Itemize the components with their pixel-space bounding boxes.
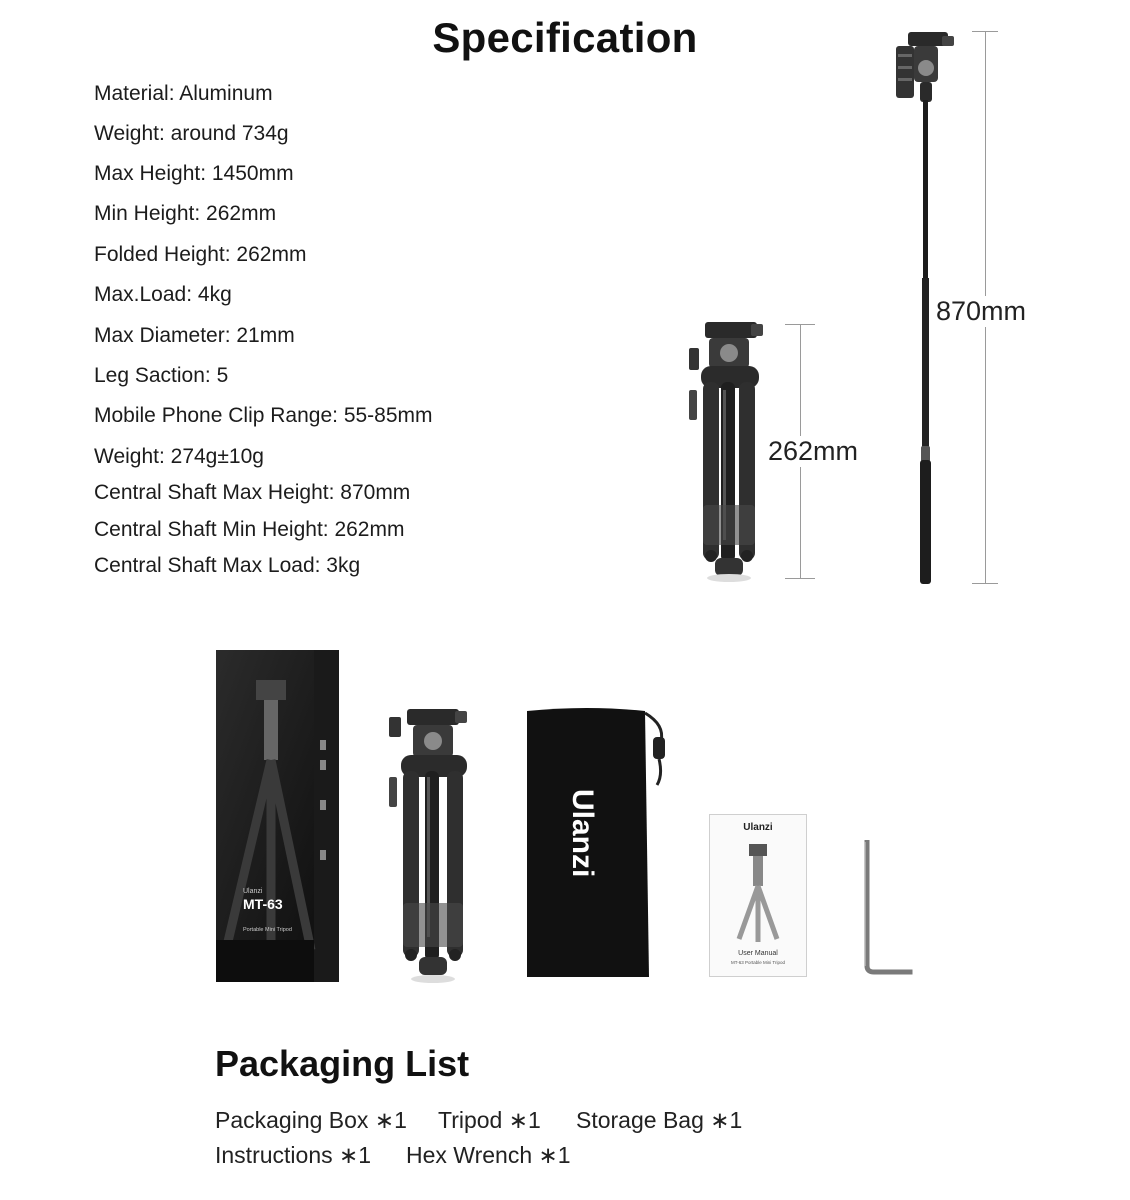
manual-title: User Manual [738,950,778,957]
page-title: Specification [432,14,698,61]
folded-dimension-tick-top [785,324,815,325]
packaging-item-instructions: Instructions ∗1 [215,1142,372,1168]
spec-leg-section: Leg Saction: 5 [94,364,229,387]
shaft-height-label: 870mm [936,296,1027,326]
spec-max-diameter: Max Diameter: 21mm [94,324,295,347]
spec-shaft-min-height: Central Shaft Min Height: 262mm [94,518,405,541]
spec-weight: Weight: around 734g [94,122,289,145]
box-model: MT-63 [243,896,283,912]
packaging-list-title: Packaging List [215,1043,470,1084]
packaging-row-1 [215,1107,742,1134]
spec-list [94,0,654,600]
manual-subtitle: MT-63 Portable Mini Tripod [730,960,786,965]
manual-brand: Ulanzi [743,822,773,833]
folded-height-label: 262mm [768,436,859,466]
packaging-row-2 [215,1142,571,1169]
spec-shaft-max-load: Central Shaft Max Load: 3kg [94,554,361,577]
spec-shaft-max-height: Central Shaft Max Height: 870mm [94,481,411,504]
spec-max-height: Max Height: 1450mm [94,162,294,185]
packaging-item-box: Packaging Box ∗1 [215,1107,407,1133]
folded-tripod-image [675,320,775,585]
packaging-item-tripod: Tripod ∗1 [438,1107,541,1133]
packaging-box-image [216,650,339,982]
packaging-item-bag: Storage Bag ∗1 [576,1107,743,1133]
spec-min-height: Min Height: 262mm [94,202,277,225]
spec-clip-range: Mobile Phone Clip Range: 55-85mm [94,404,433,427]
spec-material: Material: Aluminum [94,82,273,105]
folded-dimension-tick-bottom [785,578,815,579]
shaft-dimension-tick-top [972,31,998,32]
spec-folded-height: Folded Height: 262mm [94,243,307,266]
bag-brand: Ulanzi [566,789,599,878]
packaging-item-wrench: Hex Wrench ∗1 [406,1142,571,1168]
tripod-image [385,707,485,985]
spec-weight-2: Weight: 274g±10g [94,445,264,468]
instructions-image [709,814,807,977]
box-brand: Ulanzi [243,888,263,895]
shaft-dimension-tick-bottom [972,583,998,584]
spec-max-load: Max.Load: 4kg [94,283,232,306]
box-subtitle: Portable Mini Tripod [243,927,292,933]
hex-wrench-image [858,840,918,980]
storage-bag-image [525,705,675,980]
